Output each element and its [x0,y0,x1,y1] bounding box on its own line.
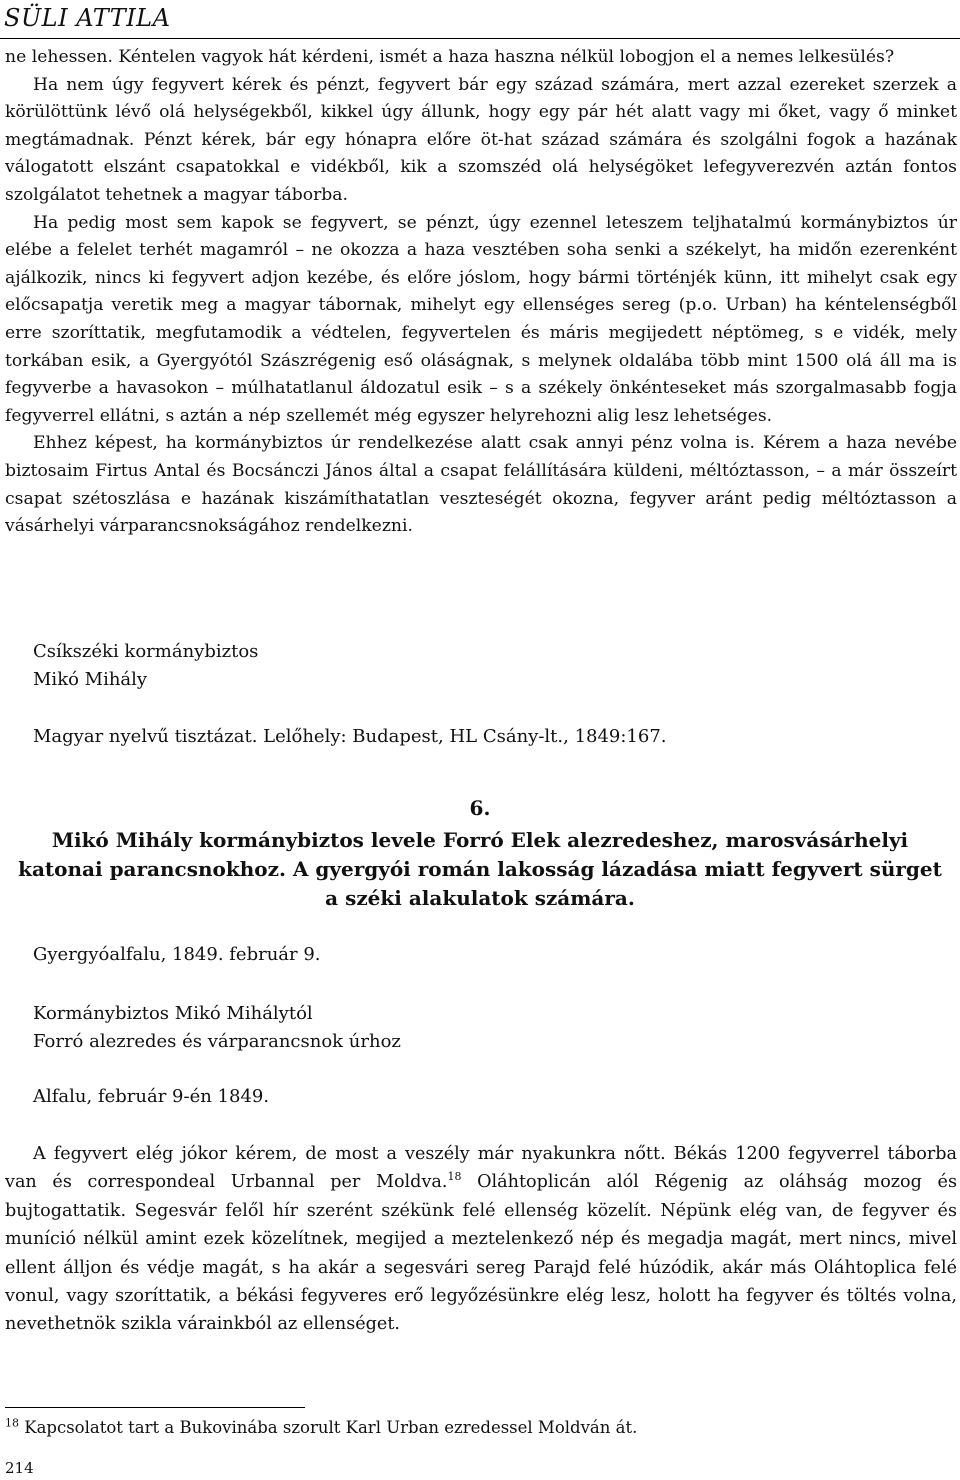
paragraph: Ha nem úgy fegyvert kérek és pénzt, fegyvert bár egy század számára, mert azzal ezereket szerzek a körülöttünk lévő olá helységekből, kikkel úgy állunk, hogy egy pár hét alatt vagy mi őket, vagy ő minket megtámadnak. Pénzt kérek, bár egy hónapra előre öt-hat század számára és szolgálni fogok a hazának válogatott elszánt csapatokkal e vidékből, kik a szomszéd olá helységöket lefegyverezvén aztán fontos szolgálatot tehetnek a magyar táborba. [5,74,957,205]
paragraph: Ehhez képest, ha kormánybiztos úr rendelkezése alatt csak annyi pénz volna is. Kérem a haza nevébe biztosaim Firtus Antal és Bocsánczi János által a csapat felállítására küldeni, méltóztasson, – a már összeírt csapat szétoszlása e hazának kiszámíthatatlan veszteségét okozna, fegyver aránt pedig méltóztasson a vásárhelyi várparancsnokságához rendelkezni. [5,433,957,537]
page-number: 214 [5,1459,34,1477]
footnote-text: Kapcsolatot tart a Bukovinába szorult Karl Urban ezredessel Moldván át. [24,1418,638,1437]
letter-text [5,1140,957,1339]
letter-part-a: A fegyvert elég jókor kérem, de most a veszély már nyakunkra nőtt. Békás 1200 fegyverrel táborba van és correspondeal Urbannal per Moldva. [5,1144,957,1193]
paragraph [5,1140,957,1339]
dateline: Alfalu, február 9-én 1849. [33,1086,270,1107]
document-number: 6. [469,796,491,820]
paragraph: ne lehessen. Kéntelen vagyok hát kérdeni, ismét a haza haszna nélkül lobogjon el a nemes lelkesülés? [5,47,895,67]
signature-name: Mikó Mihály [33,669,148,690]
footnote-reference: 18 [447,1170,462,1184]
address-block [33,1000,401,1056]
letter-part-b: Oláhtoplicán alól Régenig az oláhság mozog és bujtogattatik. Segesvár felől hír szerént székünk felé ellenség közelít. Népünk elég van, de fegyver és muníció nélkül amint ezek közelítnek, megijed a meztelenkező nép és megadja magát, mert nincs, mivel ellent álljon és védje magát, s ha akár a segesvári sereg Parajd felé húzódik, akár más Oláhtoplica felé vonul, vagy szoríttatik, a békási fegyveres erő legyőzésünkre elég lesz, holott ha fegyver és töltés volna, nevethetnök szikla várainkból az ellenséget. [5,1172,957,1335]
to-line: Forró alezredes és várparancsnok úrhoz [33,1031,401,1052]
place-date: Gyergyóalfalu, 1849. február 9. [33,944,321,965]
footnote-number: 18 [5,1416,19,1430]
paragraph: Ha pedig most sem kapok se fegyvert, se pénzt, úgy ezennel leteszem teljhatalmú kormánybiztos úr elébe a felelet terhét magamról – ne okozza a haza vesztében soha senki a székelyt, ha midőn ezerenként ajálkozik, nincs ki fegyvert adjon kezébe, és előre jóslom, hogy bármi történjék künn, itt mihelyt csak egy előcsapatja veretik meg a magyar tábornak, mihelyt egy ellenséges sereg (p.o. Urban) ha kéntelenségből erre szoríttatik, megfutamodik a védtelen, fegyvertelen és máris megijedett néptömeg, s e vidék, mely torkában esik, a Gyergyótól Szászrégenig eső oláságnak, s melynek oldalába több mint 1500 olá áll ma is fegyverbe a havasokon – múlhatatlanul áldozatul esik – s a székely önkénteseket más szorgalmasabb fogja fegyverrel ellátni, s aztán a nép szellemét még egyszer helyrehozni alig lesz lehetséges. [5,212,957,426]
footnote [5,1418,637,1437]
signature-title: Csíkszéki kormánybiztos [33,641,259,662]
source-note: Magyar nyelvű tisztázat. Lelőhely: Budapest, HL Csány-lt., 1849:167. [33,726,667,747]
document-title: Mikó Mihály kormánybiztos levele Forró Elek alezredeshez, marosvásárhelyi katonai parancsnokhoz. A gyergyói román lakosság lázadása miatt fegyvert sürget a széki alakulatok számára. [18,828,942,910]
header-rule [0,38,960,39]
signature-block [33,638,258,694]
body-text [5,44,957,541]
running-header: SÜLI ATTILA [4,4,171,32]
from-line: Kormánybiztos Mikó Mihálytól [33,1003,313,1024]
footnote-rule [5,1407,305,1408]
